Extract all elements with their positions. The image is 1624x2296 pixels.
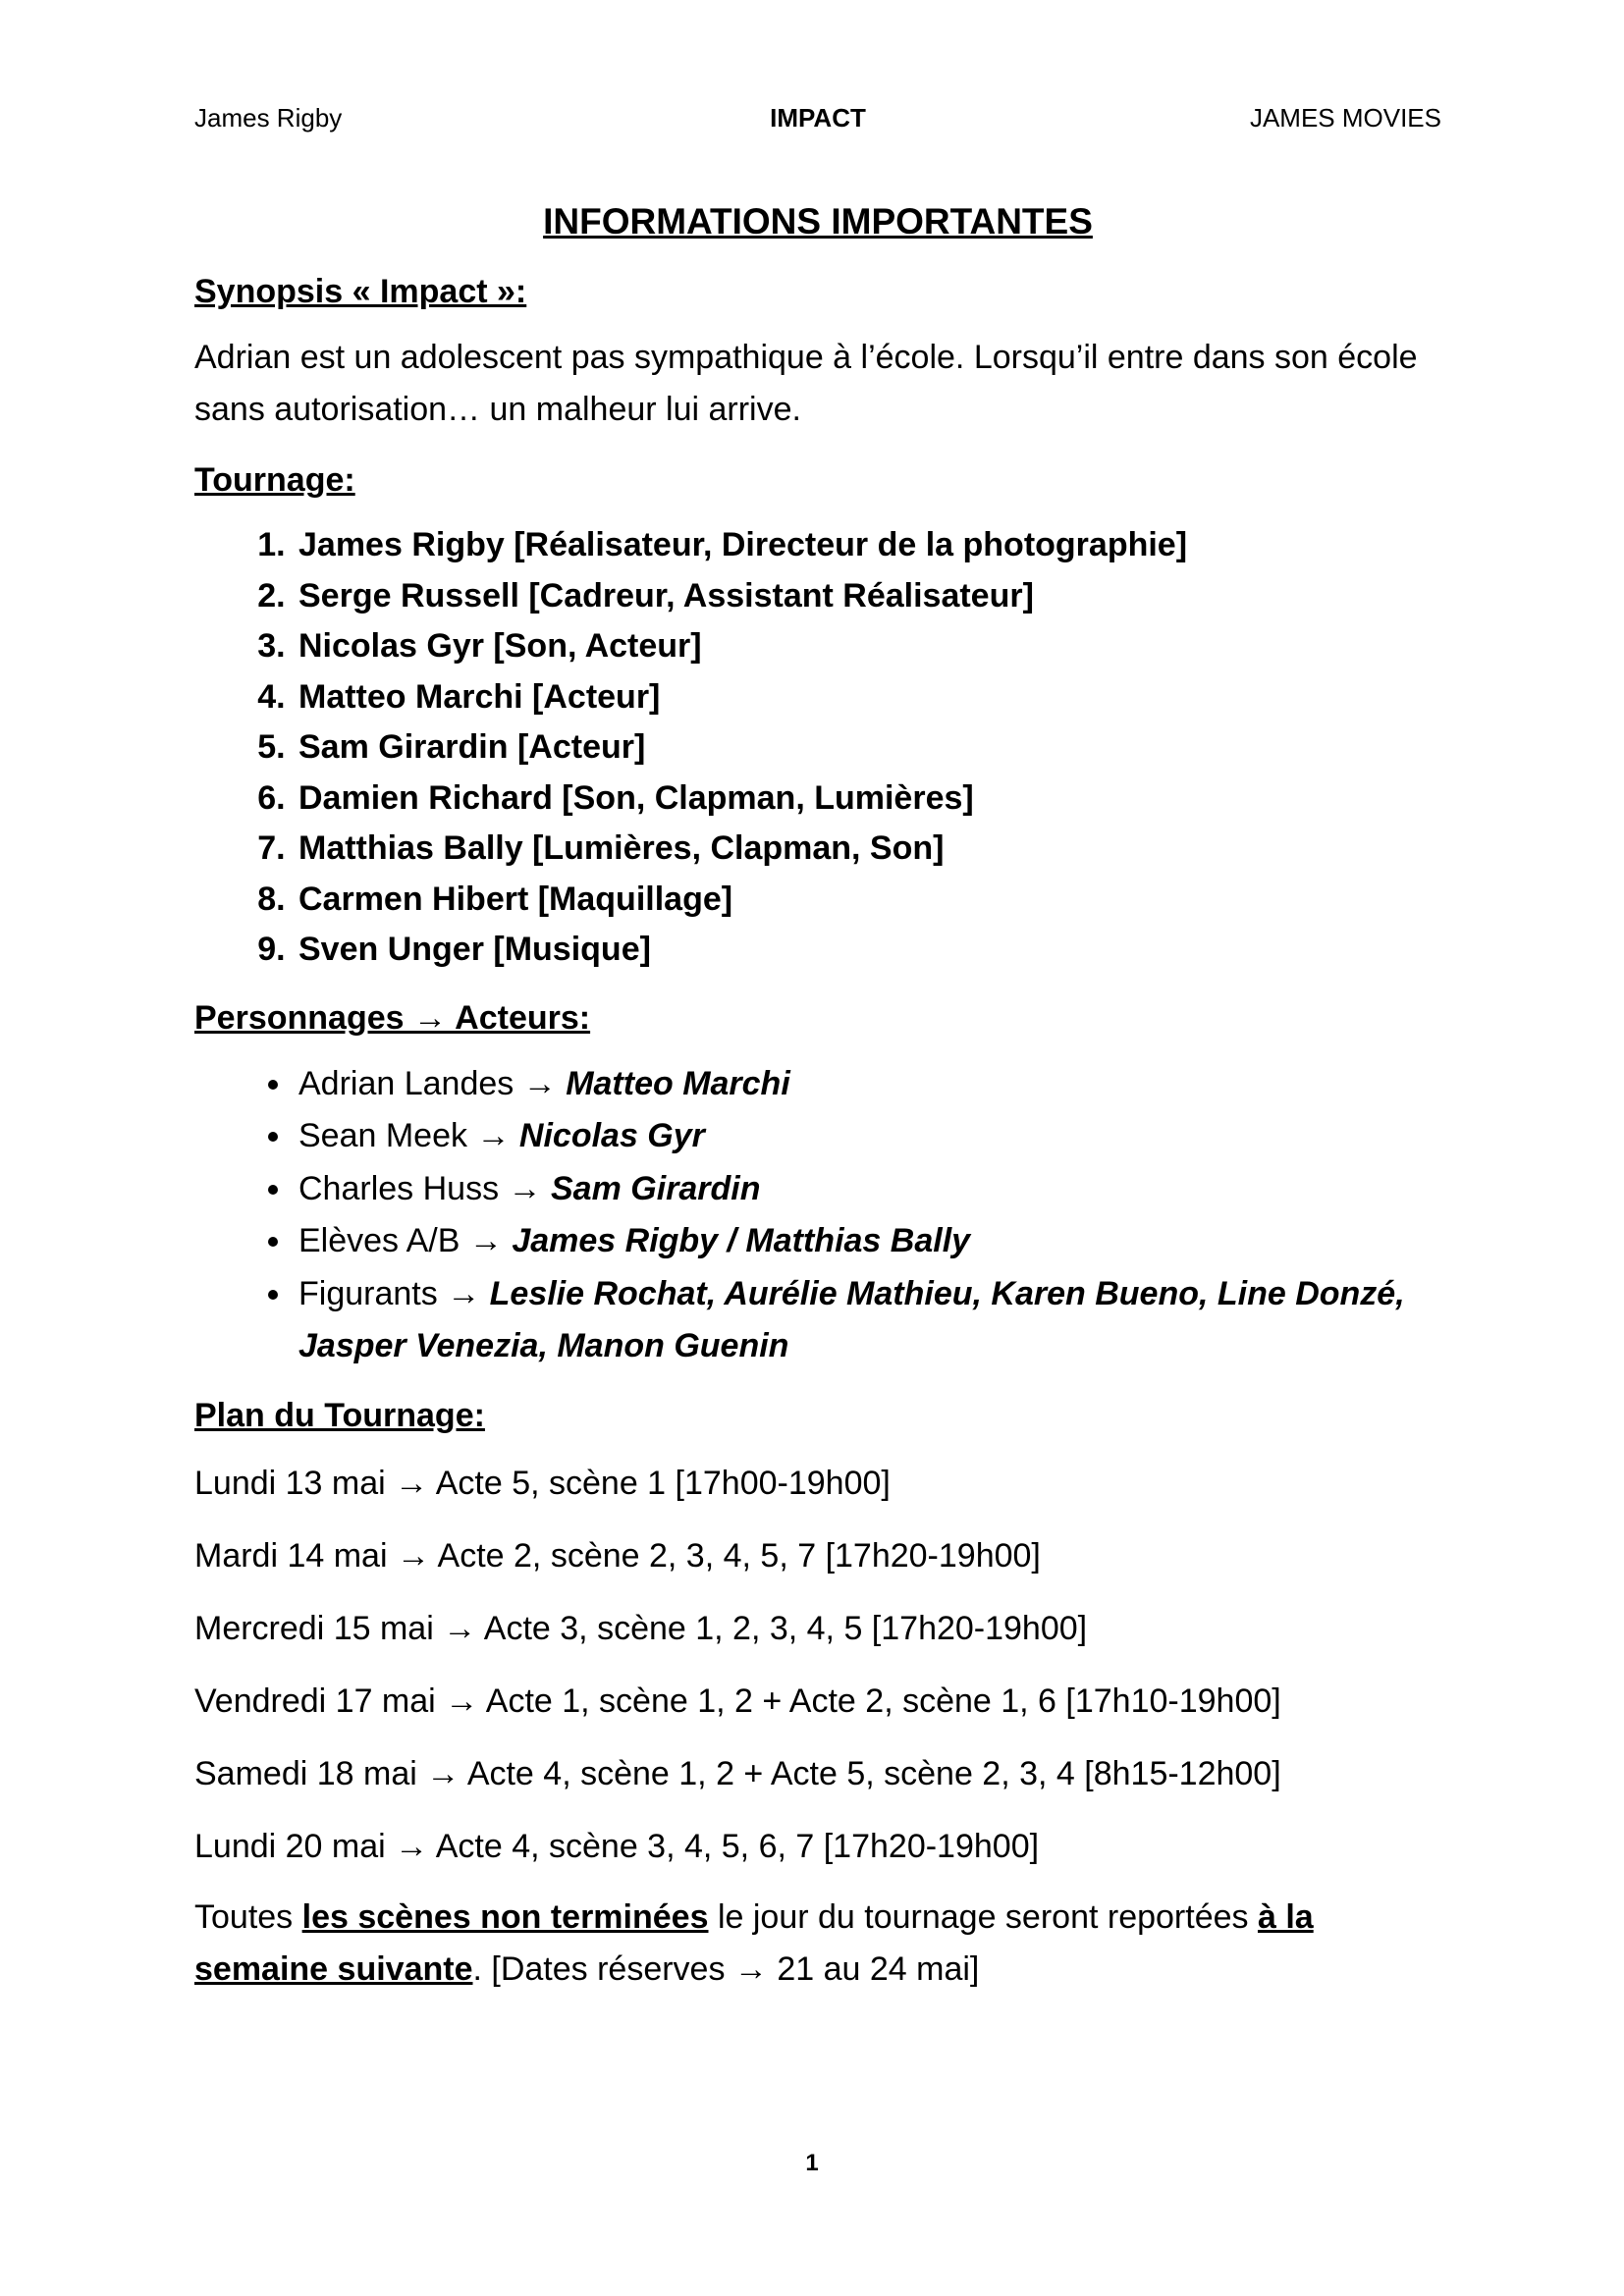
- crew-item: 6. Damien Richard [Son, Clapman, Lumières]: [295, 774, 1441, 825]
- arrow-icon: →: [395, 1827, 429, 1865]
- note-text: le jour du tournage seront reportées: [708, 1897, 1258, 1936]
- synopsis-text: Adrian est un adolescent pas sympathique à l’école. Lorsqu’il entre dans son école sans autorisation… un malheur lui arrive.: [194, 339, 1418, 428]
- cast-item: [295, 1215, 1441, 1268]
- arrow-icon: →: [443, 1609, 477, 1647]
- schedule-details: Acte 1, scène 1, 2 + Acte 2, scène 1, 6 [17h10-19h00]: [485, 1682, 1281, 1720]
- schedule-day: Mardi 14 mai: [194, 1536, 388, 1575]
- cast-item: [295, 1110, 1441, 1163]
- note-text: . [Dates réserves → 21 au 24 mai]: [472, 1949, 980, 1988]
- header-company: JAMES MOVIES: [1249, 103, 1441, 133]
- arrow-icon: →: [396, 1536, 430, 1575]
- schedule-details: Acte 4, scène 1, 2 + Acte 5, scène 2, 3, 4 [8h15-12h00]: [466, 1754, 1281, 1792]
- schedule-details: Acte 4, scène 3, 4, 5, 6, 7 [17h20-19h00]: [435, 1827, 1040, 1865]
- schedule-row: [194, 1601, 1441, 1656]
- cast-item: [295, 1268, 1441, 1373]
- arrow-icon: →: [476, 1117, 511, 1154]
- character-name: Adrian Landes: [298, 1064, 514, 1102]
- character-name: Sean Meek: [298, 1117, 467, 1154]
- header-author: James Rigby: [194, 103, 343, 133]
- schedule-details: Acte 3, scène 1, 2, 3, 4, 5 [17h20-19h00]: [483, 1609, 1088, 1647]
- header-project-title: IMPACT: [770, 103, 866, 133]
- note-text: Toutes: [194, 1897, 302, 1936]
- cast-item: [295, 1163, 1441, 1216]
- page-number: 1: [805, 2150, 819, 2176]
- note-emphasis: les scènes non terminées: [301, 1897, 709, 1936]
- schedule-day: Mercredi 15 mai: [194, 1609, 434, 1647]
- schedule-row: [194, 1746, 1441, 1801]
- actor-name: Matteo Marchi: [566, 1064, 790, 1102]
- page-header: [194, 100, 1441, 135]
- crew-list: [194, 520, 1441, 976]
- crew-item: 5. Sam Girardin [Acteur]: [295, 722, 1441, 774]
- arrow-icon: →: [395, 1464, 429, 1502]
- actor-name: Nicolas Gyr: [518, 1117, 705, 1154]
- crew-item: 2. Serge Russell [Cadreur, Assistant Réalisateur]: [295, 571, 1441, 622]
- arrow-icon: →: [426, 1754, 460, 1792]
- schedule-day: Vendredi 17 mai: [194, 1682, 436, 1720]
- cast-list: [194, 1058, 1441, 1373]
- arrow-icon: →: [447, 1274, 481, 1312]
- note-emphasis: à la semaine suivante: [194, 1897, 1314, 1988]
- schedule-row: [194, 1819, 1441, 1874]
- character-name: Charles Huss: [298, 1169, 500, 1207]
- crew-item: 4. Matteo Marchi [Acteur]: [295, 672, 1441, 723]
- synopsis-heading: Synopsis « Impact »:: [194, 273, 527, 310]
- actor-name: Sam Girardin: [550, 1169, 761, 1207]
- crew-item: 3. Nicolas Gyr [Son, Acteur]: [295, 621, 1441, 672]
- character-name: Elèves A/B: [298, 1222, 460, 1259]
- arrow-icon: →: [508, 1169, 542, 1207]
- schedule-day: Lundi 13 mai: [194, 1464, 386, 1502]
- schedule-details: Acte 5, scène 1 [17h00-19h00]: [435, 1464, 891, 1502]
- document-title: INFORMATIONS IMPORTANTES: [543, 201, 1093, 241]
- tournage-heading: Tournage:: [194, 461, 355, 499]
- crew-item: 1. James Rigby [Réalisateur, Directeur de la photographie]: [295, 520, 1441, 571]
- schedule-day: Samedi 18 mai: [194, 1754, 417, 1792]
- document-body: [194, 192, 1441, 2015]
- schedule-row: [194, 1528, 1441, 1583]
- crew-item: 7. Matthias Bally [Lumières, Clapman, Son]: [295, 824, 1441, 875]
- actor-name: Leslie Rochat, Aurélie Mathieu, Karen Bueno, Line Donzé, Jasper Venezia, Manon Guenin: [298, 1274, 1405, 1364]
- crew-item: 9. Sven Unger [Musique]: [295, 925, 1441, 976]
- actor-name: James Rigby / Matthias Bally: [512, 1222, 971, 1259]
- schedule-note: [194, 1892, 1441, 1996]
- crew-item: 8. Carmen Hibert [Maquillage]: [295, 875, 1441, 926]
- schedule-row: [194, 1456, 1441, 1511]
- arrow-icon: →: [468, 1222, 503, 1259]
- arrow-icon: →: [522, 1064, 557, 1102]
- schedule-details: Acte 2, scène 2, 3, 4, 5, 7 [17h20-19h00]: [437, 1536, 1041, 1575]
- cast-item: [295, 1058, 1441, 1111]
- schedule-day: Lundi 20 mai: [194, 1827, 386, 1865]
- cast-heading: Personnages → Acteurs:: [194, 998, 591, 1037]
- character-name: Figurants: [298, 1274, 438, 1312]
- schedule-row: [194, 1674, 1441, 1729]
- plan-heading: Plan du Tournage:: [194, 1396, 485, 1434]
- arrow-icon: →: [445, 1682, 479, 1720]
